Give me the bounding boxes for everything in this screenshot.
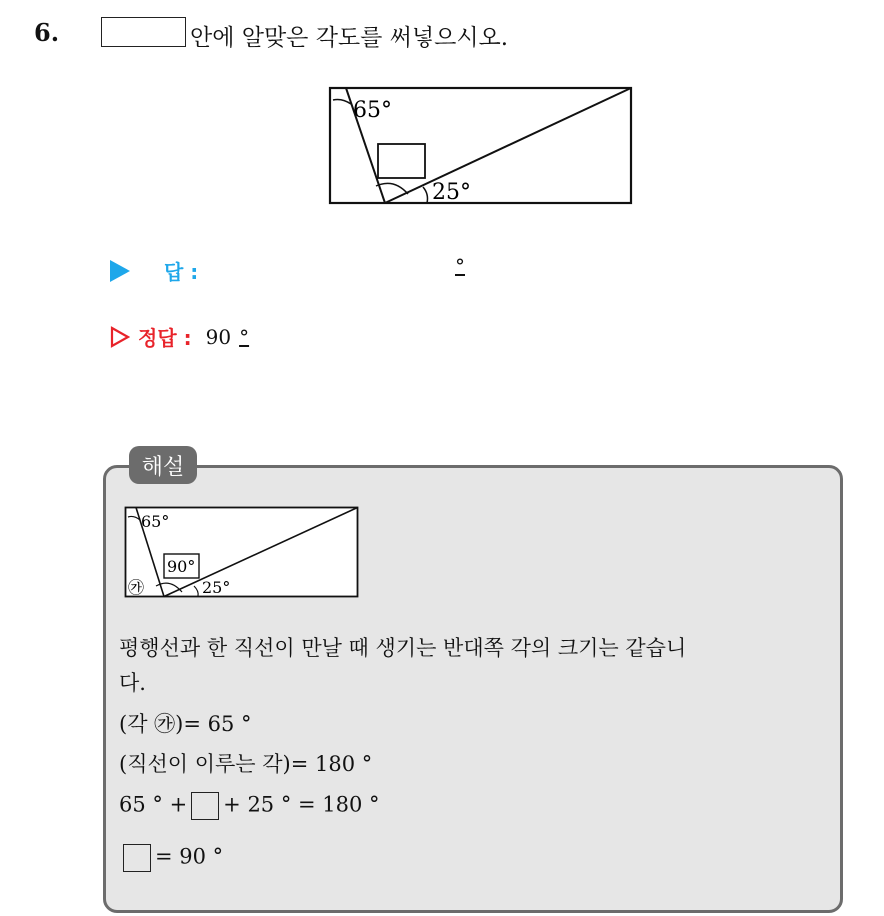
play-triangle-icon	[110, 260, 130, 282]
correct-label: 정답 :	[138, 326, 192, 350]
correct-value: 90	[205, 324, 232, 349]
line-right-diagonal	[385, 88, 631, 203]
answer-blank-box	[101, 17, 186, 47]
answer-label: 답 :	[164, 260, 199, 284]
correct-answer-row	[110, 322, 249, 351]
answer-row	[110, 256, 198, 285]
explanation-line-6	[119, 844, 223, 872]
explanation-box-value: 90°	[167, 557, 196, 576]
explanation-line-6-right: = 90 °	[155, 844, 224, 869]
explanation-line-5	[119, 792, 380, 820]
question-text: 안에 알맞은 각도를 써넣으시오.	[190, 25, 509, 51]
explanation-line-1: 평행선과 한 직선이 만날 때 생기는 반대쪽 각의 크기는 같습니	[119, 636, 687, 660]
explanation-line-5-left: 65 ° +	[119, 792, 188, 817]
outline-triangle-icon	[110, 326, 130, 348]
explanation-line-2: 다.	[119, 671, 146, 695]
explanation-line-4: (직선이 이루는 각)= 180 °	[119, 752, 373, 776]
explanation-line-3: (각 ㉮)= 65 °	[119, 712, 252, 736]
unknown-angle-box	[378, 144, 425, 178]
explanation-marker: ㉮	[128, 578, 145, 597]
main-angle-figure	[328, 86, 634, 206]
arc-top-angle	[333, 100, 351, 105]
explanation-line-5-right: + 25 ° = 180 °	[223, 792, 380, 817]
correct-unit: °	[239, 324, 250, 349]
question-number: 6.	[34, 18, 60, 47]
inline-blank-box	[191, 792, 219, 820]
inline-blank-box-result	[123, 844, 151, 872]
explanation-angle-bottom: 25°	[202, 578, 231, 597]
explanation-tab: 해설	[129, 446, 197, 484]
explanation-angle-top: 65°	[141, 512, 170, 531]
arc-bottom-angle	[423, 187, 428, 203]
answer-unit: °	[455, 254, 465, 278]
label-angle-top: 65°	[353, 98, 392, 123]
label-angle-bottom: 25°	[432, 180, 471, 205]
explanation-figure	[124, 506, 360, 600]
